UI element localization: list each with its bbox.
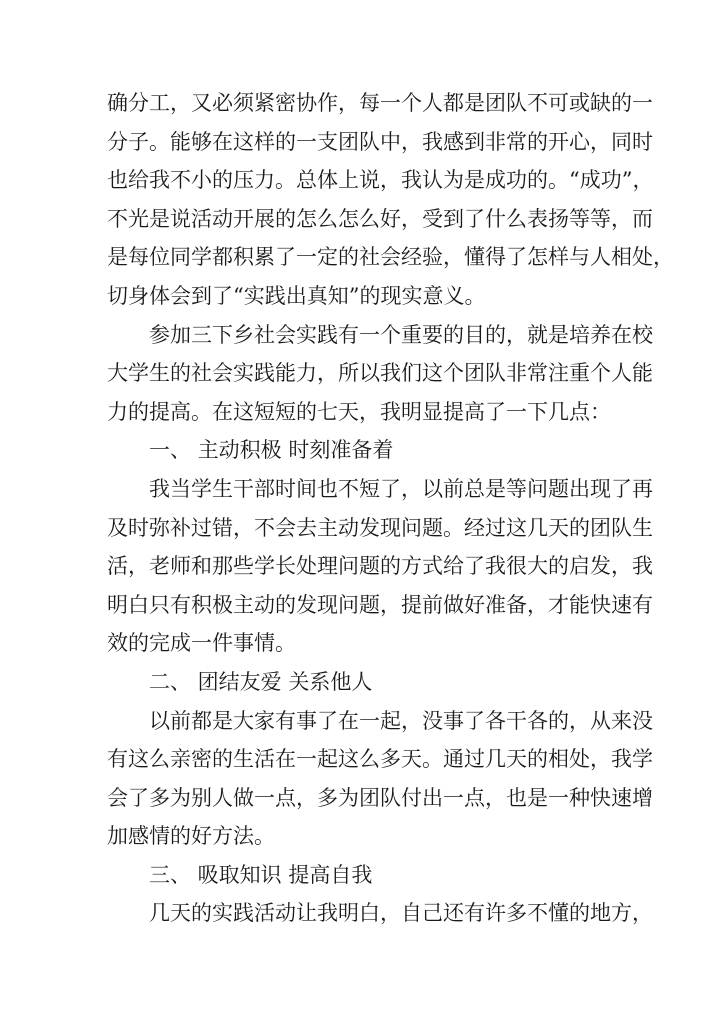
text-line: 会了多为别人做一点，多为团队付出一点，也是一种快速增: [107, 785, 653, 810]
text-line: 活，老师和那些学长处理问题的方式给了我很大的启发，我: [107, 554, 653, 579]
text-line: 不光是说活动开展的怎么怎么好，受到了什么表扬等等，而: [107, 206, 653, 231]
section-heading-1: 一、 主动积极 时刻准备着: [149, 438, 394, 463]
paragraph-first-line: 参加三下乡社会实践有一个重要的目的，就是培养在校: [149, 322, 653, 347]
body-text: [107, 84, 674, 933]
text-line: 确分工，又必须紧密协作，每一个人都是团队不可或缺的一: [107, 91, 653, 115]
text-line: 是每位同学都积累了一定的社会经验，懂得了怎样与人相处，: [107, 245, 674, 270]
text-line: 加感情的好方法。: [107, 824, 275, 849]
paragraph-first-line: 以前都是大家有事了在一起，没事了各干各的，从来没: [149, 708, 653, 733]
text-line: 及时弥补过错，不会去主动发现问题。经过这几天的团队生: [107, 515, 653, 540]
text-line: 也给我不小的压力。总体上说，我认为是成功的。“成功”，: [107, 168, 654, 193]
paragraph-first-line: 几天的实践活动让我明白，自己还有许多不懂的地方，: [149, 901, 653, 926]
text-line: 切身体会到了“实践出真知”的现实意义。: [107, 283, 486, 308]
text-line: 效的完成一件事情。: [107, 631, 296, 656]
text-line: 大学生的社会实践能力，所以我们这个团队非常注重个人能: [107, 361, 653, 386]
section-heading-3: 三、 吸取知识 提高自我: [149, 862, 373, 887]
paragraph-first-line: 我当学生干部时间也不短了，以前总是等问题出现了再: [149, 476, 653, 501]
text-line: 分子。能够在这样的一支团队中，我感到非常的开心，同时: [107, 129, 653, 154]
text-line: 有这么亲密的生活在一起这么多天。通过几天的相处，我学: [107, 747, 653, 772]
section-heading-2: 二、 团结友爱 关系他人: [149, 669, 373, 694]
text-line: 力的提高。在这短短的七天，我明显提高了一下几点：: [107, 399, 611, 424]
text-line: 明白只有积极主动的发现问题，提前做好准备，才能快速有: [107, 592, 653, 617]
